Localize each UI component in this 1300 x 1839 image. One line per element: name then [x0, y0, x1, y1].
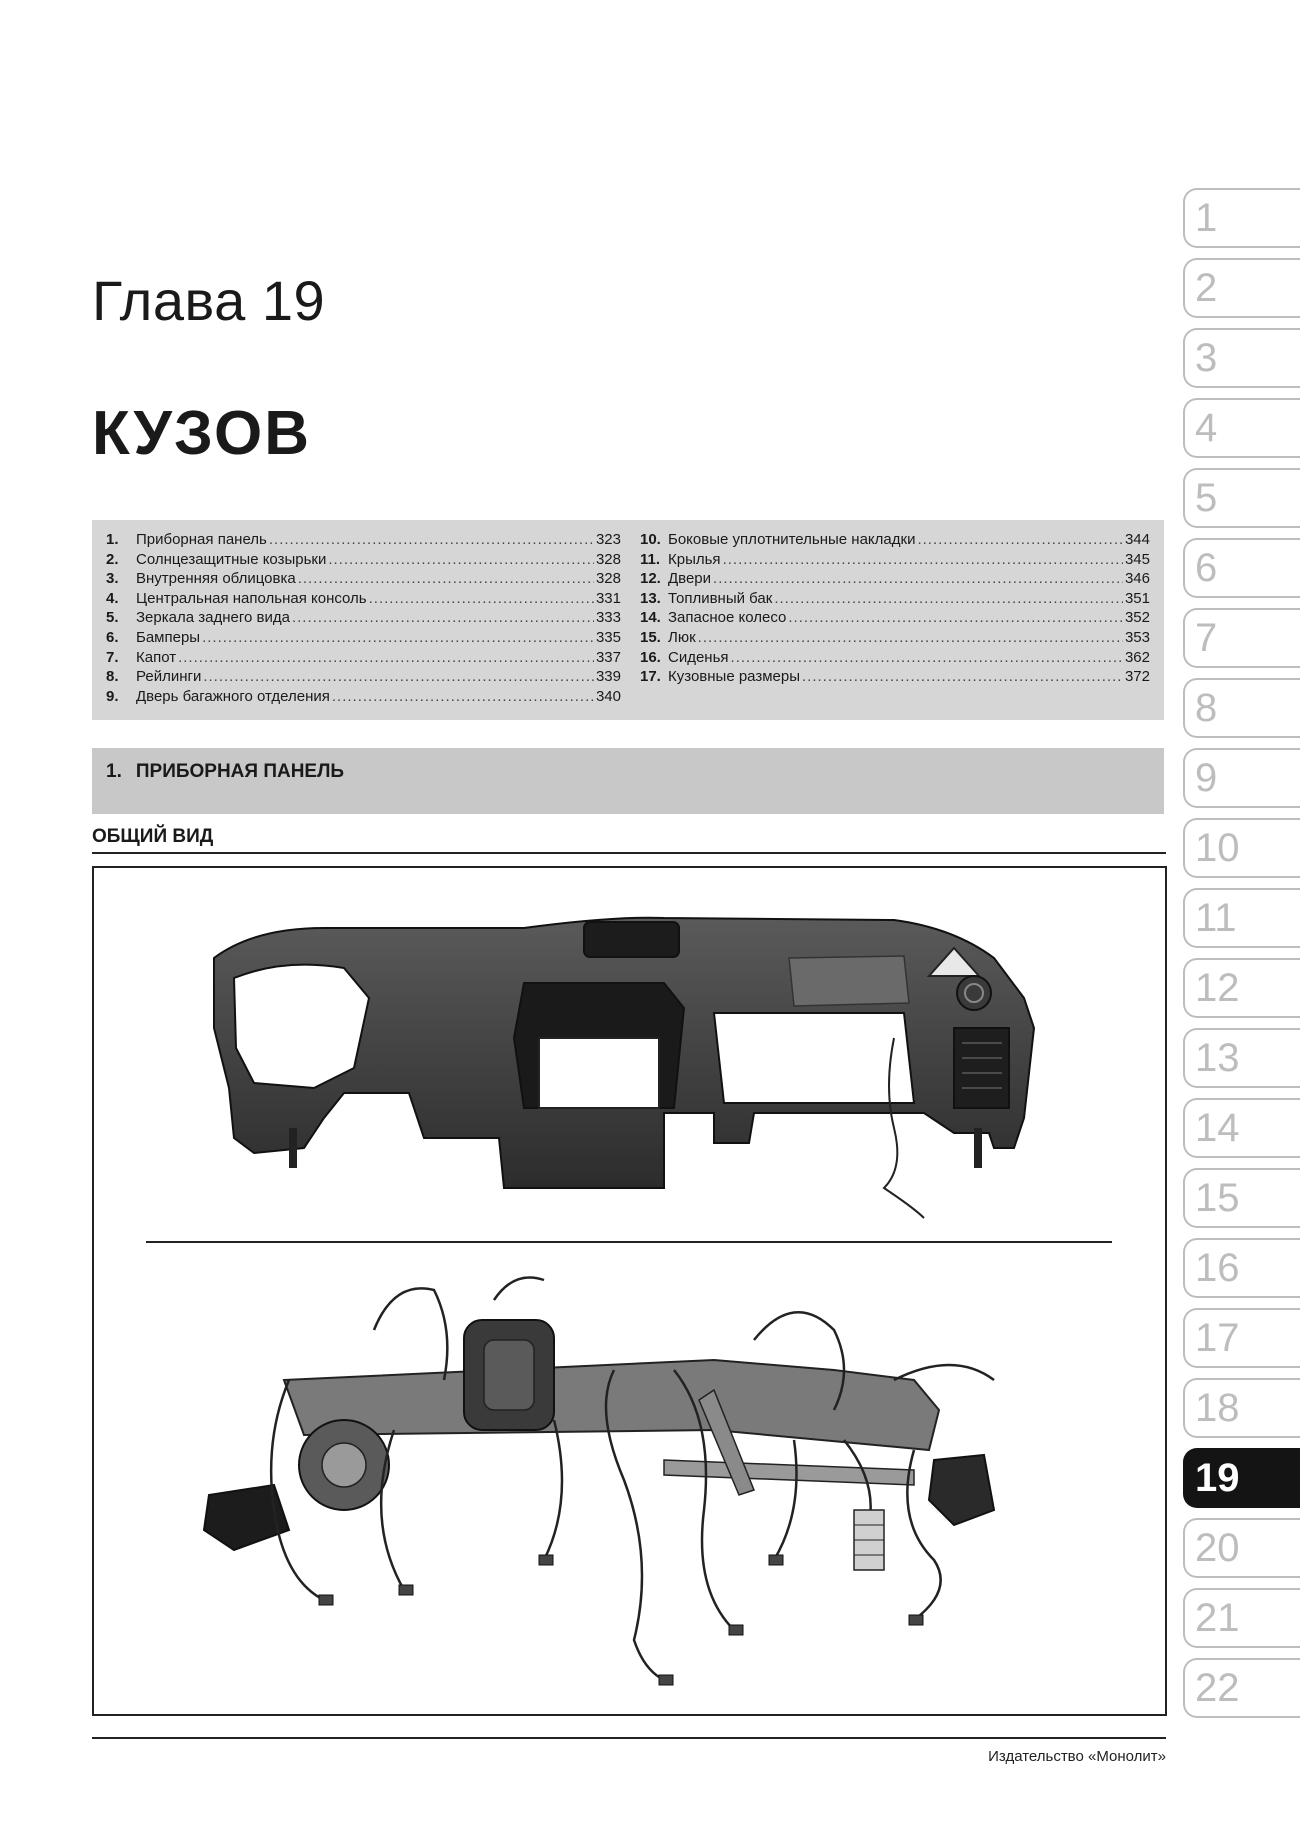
chapter-tabs: [1183, 188, 1300, 1728]
table-of-contents: [92, 520, 1164, 720]
toc-item-number: 9.: [106, 687, 119, 705]
toc-item-page: 372: [1124, 668, 1150, 686]
toc-item[interactable]: [106, 648, 621, 668]
toc-right-column: [640, 530, 1150, 687]
chapter-tab-12[interactable]: [1183, 958, 1300, 1018]
toc-item-number: 12.: [640, 570, 661, 588]
chapter-tab-10[interactable]: [1183, 818, 1300, 878]
chapter-tab-label: 10: [1195, 826, 1240, 870]
toc-item-page: 333: [595, 609, 621, 627]
toc-item[interactable]: [640, 667, 1150, 687]
toc-leader-dots: [802, 667, 1123, 687]
chapter-tab-22[interactable]: [1183, 1658, 1300, 1718]
section-heading: [106, 761, 344, 783]
chapter-tab-label: 3: [1195, 336, 1218, 380]
toc-item-number: 6.: [106, 628, 119, 646]
toc-item-number: 11.: [640, 550, 661, 568]
instrument-panel-image: [194, 888, 1074, 1228]
chapter-tab-16[interactable]: [1183, 1238, 1300, 1298]
toc-item-number: 5.: [106, 609, 119, 627]
toc-item[interactable]: [106, 608, 621, 628]
toc-item-number: 7.: [106, 648, 119, 666]
subsection-rule: [92, 852, 1166, 854]
toc-item-title: Капот: [136, 648, 177, 666]
toc-item-number: 3.: [106, 570, 119, 588]
toc-item-page: 340: [595, 687, 621, 705]
toc-item-number: 1.: [106, 531, 119, 548]
toc-item-title: Крылья: [668, 550, 721, 568]
chapter-tab-17[interactable]: [1183, 1308, 1300, 1368]
toc-item-title: Приборная панель: [136, 531, 267, 548]
toc-item-title: Солнцезащитные козырьки: [136, 550, 327, 568]
toc-item-page: 344: [1124, 531, 1150, 548]
chapter-tab-14[interactable]: [1183, 1098, 1300, 1158]
chapter-tab-5[interactable]: [1183, 468, 1300, 528]
toc-item-number: 4.: [106, 589, 119, 607]
chapter-tab-label: 18: [1195, 1386, 1240, 1430]
chapter-tab-11[interactable]: [1183, 888, 1300, 948]
toc-item[interactable]: [640, 608, 1150, 628]
section-title: ПРИБОРНАЯ ПАНЕЛЬ: [135, 761, 345, 782]
chapter-tab-label: 22: [1195, 1666, 1240, 1710]
toc-leader-dots: [774, 589, 1123, 609]
figure-frame: [92, 866, 1167, 1716]
toc-item-page: 335: [595, 628, 621, 646]
chapter-tab-8[interactable]: [1183, 678, 1300, 738]
chapter-tab-label: 9: [1195, 756, 1218, 800]
chapter-tab-label: 14: [1195, 1106, 1240, 1150]
toc-item[interactable]: [106, 667, 621, 687]
toc-leader-dots: [713, 569, 1123, 589]
chapter-tab-21[interactable]: [1183, 1588, 1300, 1648]
chapter-tab-label: 5: [1195, 476, 1218, 520]
toc-item-title: Центральная напольная консоль: [136, 589, 367, 607]
toc-item-title: Дверь багажного отделения: [136, 687, 330, 705]
toc-item[interactable]: [640, 550, 1150, 570]
chapter-tab-6[interactable]: [1183, 538, 1300, 598]
chapter-tab-label: 21: [1195, 1596, 1240, 1640]
chapter-tab-1[interactable]: [1183, 188, 1300, 248]
toc-item[interactable]: [106, 530, 621, 550]
chapter-tab-label: 17: [1195, 1316, 1240, 1360]
toc-item-title: Двери: [668, 570, 712, 588]
section-header: [92, 748, 1164, 814]
toc-item-page: 345: [1124, 550, 1150, 568]
chapter-tab-9[interactable]: [1183, 748, 1300, 808]
toc-item-title: Запасное колесо: [668, 609, 787, 627]
toc-leader-dots: [328, 550, 594, 570]
toc-item-number: 8.: [106, 668, 119, 686]
chapter-tab-label: 16: [1195, 1246, 1240, 1290]
footer-rule: [92, 1737, 1166, 1739]
toc-item-page: 346: [1124, 570, 1150, 588]
toc-item[interactable]: [640, 569, 1150, 589]
chapter-tab-13[interactable]: [1183, 1028, 1300, 1088]
toc-item-title: Сиденья: [668, 648, 729, 666]
toc-item-page: 362: [1124, 648, 1150, 666]
chapter-tab-label: 11: [1195, 896, 1237, 940]
toc-item-number: 17.: [640, 668, 661, 686]
toc-leader-dots: [298, 569, 594, 589]
toc-item-page: 328: [595, 550, 621, 568]
subsection-title: ОБЩИЙ ВИД: [92, 826, 214, 847]
toc-item[interactable]: [106, 589, 621, 609]
chapter-tab-4[interactable]: [1183, 398, 1300, 458]
chapter-tab-2[interactable]: [1183, 258, 1300, 318]
section-number: 1.: [106, 761, 122, 782]
toc-item-page: 339: [595, 668, 621, 686]
toc-item-title: Кузовные размеры: [668, 668, 801, 686]
toc-item-page: 353: [1124, 628, 1150, 646]
chapter-tab-label: 4: [1195, 406, 1218, 450]
toc-leader-dots: [202, 628, 594, 648]
toc-leader-dots: [178, 648, 594, 668]
chapter-tab-20[interactable]: [1183, 1518, 1300, 1578]
toc-item-title: Боковые уплотнительные накладки: [668, 531, 916, 548]
toc-item-number: 15.: [640, 628, 661, 646]
toc-leader-dots: [269, 530, 594, 550]
wiring-harness-image: [194, 1260, 1074, 1700]
toc-item-page: 352: [1124, 609, 1150, 627]
toc-item[interactable]: [640, 648, 1150, 668]
chapter-tab-label: 20: [1195, 1526, 1240, 1570]
toc-item-title: Люк: [668, 628, 696, 646]
toc-item-page: 328: [595, 570, 621, 588]
publisher-footer: Издательство «Монолит»: [988, 1748, 1166, 1765]
toc-item-title: Рейлинги: [136, 668, 202, 686]
toc-item[interactable]: [106, 628, 621, 648]
chapter-tab-label: 12: [1195, 966, 1240, 1010]
toc-leader-dots: [332, 687, 594, 707]
toc-item-page: 351: [1124, 589, 1150, 607]
toc-item-number: 13.: [640, 589, 661, 607]
toc-item-number: 14.: [640, 609, 661, 627]
chapter-tab-label: 8: [1195, 686, 1218, 730]
toc-item[interactable]: [106, 550, 621, 570]
chapter-tab-18[interactable]: [1183, 1378, 1300, 1438]
toc-item-number: 16.: [640, 648, 661, 666]
toc-item[interactable]: [640, 530, 1150, 550]
toc-item-page: 323: [595, 531, 621, 548]
chapter-tab-label: 19: [1195, 1456, 1240, 1500]
chapter-tab-label: 2: [1195, 266, 1218, 310]
toc-item-title: Внутренняя облицовка: [136, 570, 296, 588]
toc-item-title: Бамперы: [136, 628, 201, 646]
toc-item[interactable]: [106, 569, 621, 589]
toc-item-number: 2.: [106, 550, 119, 568]
chapter-tab-label: 1: [1195, 196, 1218, 240]
toc-leader-dots: [292, 608, 594, 628]
toc-leader-dots: [731, 648, 1123, 668]
toc-left-column: [106, 530, 621, 706]
chapter-label: Глава 19: [92, 269, 326, 332]
figure-divider: [146, 1241, 1112, 1243]
toc-item-title: Топливный бак: [668, 589, 773, 607]
chapter-tab-label: 15: [1195, 1176, 1240, 1220]
chapter-tab-3[interactable]: [1183, 328, 1300, 388]
chapter-tab-label: 6: [1195, 546, 1218, 590]
toc-leader-dots: [723, 550, 1123, 570]
toc-item-number: 10.: [640, 531, 661, 548]
chapter-tab-label: 7: [1195, 616, 1218, 660]
toc-item-title: Зеркала заднего вида: [136, 609, 290, 627]
toc-item[interactable]: [106, 687, 621, 707]
chapter-tab-15[interactable]: [1183, 1168, 1300, 1228]
chapter-tab-label: 13: [1195, 1036, 1240, 1080]
toc-item-page: 337: [595, 648, 621, 666]
toc-leader-dots: [788, 608, 1123, 628]
toc-item[interactable]: [640, 628, 1150, 648]
chapter-tab-19[interactable]: [1183, 1448, 1300, 1508]
chapter-tab-7[interactable]: [1183, 608, 1300, 668]
toc-leader-dots: [917, 530, 1123, 550]
chapter-title: КУЗОВ: [92, 399, 311, 468]
toc-leader-dots: [369, 589, 594, 609]
toc-item-page: 331: [595, 589, 621, 607]
toc-leader-dots: [698, 628, 1123, 648]
toc-leader-dots: [203, 667, 594, 687]
toc-item[interactable]: [640, 589, 1150, 609]
